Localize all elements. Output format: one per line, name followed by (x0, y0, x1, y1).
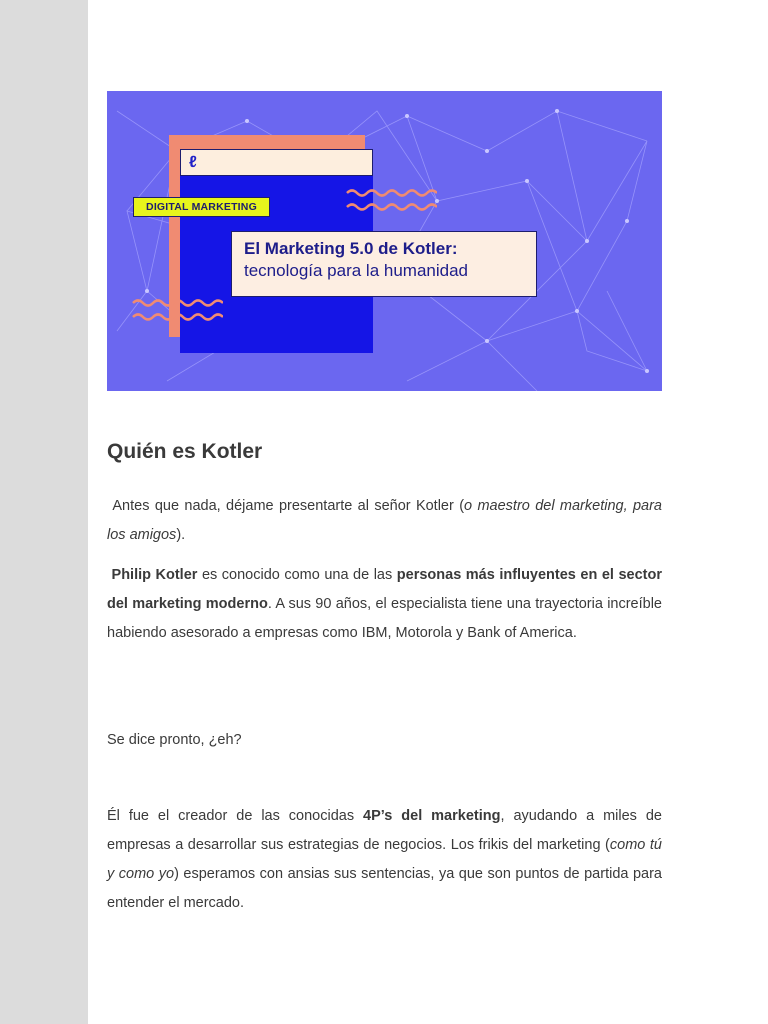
text-run: Él fue el creador de las conocidas (107, 808, 364, 824)
article-banner-image (107, 91, 662, 391)
bold-text: personas más influyentes en el sector del marketing moderno (107, 567, 662, 612)
category-tag: DIGITAL MARKETING (133, 197, 270, 217)
card-header-strip (180, 149, 373, 176)
banner-title-line2: tecnología para la humanidad (244, 261, 468, 280)
italic-text: o maestro del marketing, para los amigos (107, 498, 662, 543)
paragraph-short: Se dice pronto, ¿eh? (107, 732, 242, 748)
italic-text: como tú y como yo (107, 837, 662, 882)
paragraph-4ps (107, 802, 662, 918)
text-run: es conocido como una de las (197, 567, 397, 583)
text-run: Antes que nada, déjame presentarte al señor Kotler ( (112, 498, 465, 514)
left-margin-bar (0, 0, 88, 1024)
banner-title-line1: El Marketing 5.0 de Kotler: (244, 239, 458, 258)
section-heading: Quién es Kotler (107, 440, 263, 463)
text-run: ). (176, 527, 186, 543)
paragraph-kotler-bio (107, 561, 662, 648)
brand-logo-icon: ℓ (189, 154, 197, 171)
zigzag-decoration-bottom (131, 297, 223, 325)
zigzag-decoration-top (345, 187, 437, 215)
bold-text: 4P’s del marketing (363, 808, 501, 824)
banner-title-box (231, 231, 537, 297)
paragraph-intro (107, 492, 662, 550)
bold-text: Philip Kotler (111, 567, 198, 583)
text-run: . A sus 90 años, el especialista tiene una trayectoria increíble habiendo asesorado a empresas como IBM, Motorola y Bank of America. (107, 596, 662, 641)
text-run: ) esperamos con ansias sus sentencias, ya que son puntos de partida para entender el mercado. (107, 866, 662, 911)
text-run: , ayudando a miles de empresas a desarrollar sus estrategias de negocios. Los frikis del marketing ( (107, 808, 662, 853)
